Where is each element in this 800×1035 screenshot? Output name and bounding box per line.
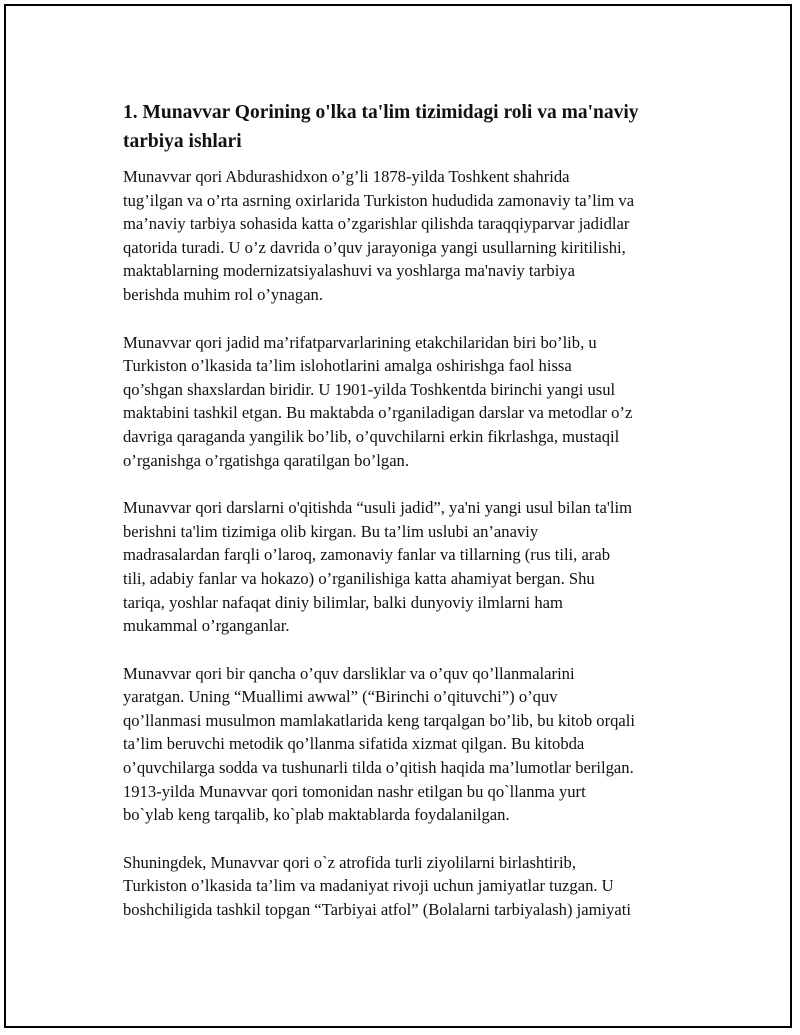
text-line: davriga qaraganda yangilik bo’lib, o’quvchilarni erkin fikrlashga, mustaqil (123, 426, 620, 446)
text-line: tug’ilgan va o’rta asrning oxirlarida Turkiston hududida zamonaviy ta’lim va (123, 190, 635, 210)
text-line: tili, adabiy fanlar va hokazo) o’rganilishiga katta ahamiyat bergan. Shu (123, 568, 595, 588)
text-line: qatorida turadi. U o’z davrida o’quv jarayoniga yangi usullarning kiritilishi, (123, 237, 626, 257)
text-line: Shuningdek, Munavvar qori o`z atrofida turli ziyolilarni birlashtirib, (123, 852, 576, 872)
text-line: berishda muhim rol o’ynagan. (123, 284, 324, 304)
text-line: boshchiligida tashkil topgan “Tarbiyai atfol” (Bolalarni tarbiyalash) jamiyati (123, 900, 632, 920)
text-line: madrasalardan farqli o’laroq, zamonaviy fanlar va tillarning (rus tili, arab (123, 545, 611, 565)
text-line: mukammal o’rganganlar. (123, 616, 290, 636)
paragraph-2 (123, 331, 693, 473)
text-line: qo’shgan shaxslardan biridir. U 1901-yilda Toshkentda birinchi yangi usul (123, 379, 616, 399)
text-line: qo’llanmasi musulmon mamlakatlarida keng tarqalgan bo’lib, bu kitob orqali (123, 710, 635, 730)
paragraph-5 (123, 851, 693, 922)
text-line: o’rganishga o’rgatishga qaratilgan bo’lgan. (123, 450, 410, 470)
text-line: Munavvar qori Abdurashidxon o’g’li 1878-yilda Toshkent shahrida (123, 167, 570, 186)
section-heading: 1. Munavvar Qorining o'lka ta'lim tizimidagi roli va ma'naviy tarbiya ishlari (123, 102, 639, 152)
text-line: Munavvar qori bir qancha o’quv darsliklar va o’quv qo’llanmalarini (123, 663, 575, 683)
text-line: maktabini tashkil etgan. Bu maktabda o’rganiladigan darslar va metodlar o’z (123, 403, 633, 423)
paragraph-1 (123, 165, 693, 307)
text-line: Turkiston o’lkasida ta’lim islohotlarini amalga oshirishga faol hissa (123, 356, 572, 376)
text-line: tariqa, yoshlar nafaqat diniy bilimlar, balki dunyoviy ilmlarni ham (123, 592, 563, 612)
text-line: Munavvar qori darslarni o'qitishda “usuli jadid”, ya'ni yangi usul bilan ta'lim (123, 498, 632, 518)
text-line: maktablarning modernizatsiyalashuvi va yoshlarga ma'naviy tarbiya (123, 261, 575, 281)
text-line: ta’lim beruvchi metodik qo’llanma sifatida xizmat qilgan. Bu kitobda (123, 734, 585, 754)
text-line: 1913-yilda Munavvar qori tomonidan nashr etilgan bu qo`llanma yurt (123, 781, 586, 801)
text-line: yaratgan. Uning “Muallimi awwal” (“Birinchi o’qituvchi”) o’quv (123, 687, 558, 707)
text-line: o’quvchilarga sodda va tushunarli tilda o’qitish haqida ma’lumotlar berilgan. (123, 758, 634, 778)
text-line: Turkiston o’lkasida ta’lim va madaniyat rivoji uchun jamiyatlar tuzgan. U (123, 876, 614, 896)
paragraph-3 (123, 496, 693, 638)
text-line: bo`ylab keng tarqalib, ko`plab maktablarda foydalanilgan. (123, 805, 510, 825)
text-line: Munavvar qori jadid ma’rifatparvarlarining etakchilaridan biri bo’lib, u (123, 332, 597, 352)
text-line: berishni ta'lim tizimiga olib kirgan. Bu ta’lim uslubi an’anaviy (123, 521, 539, 541)
document-body (123, 98, 693, 946)
page-frame (4, 4, 792, 1028)
text-line: ma’naviy tarbiya sohasida katta o’zgarishlar qilishda taraqqiyparvar jadidlar (123, 214, 630, 234)
paragraph-4 (123, 662, 693, 827)
